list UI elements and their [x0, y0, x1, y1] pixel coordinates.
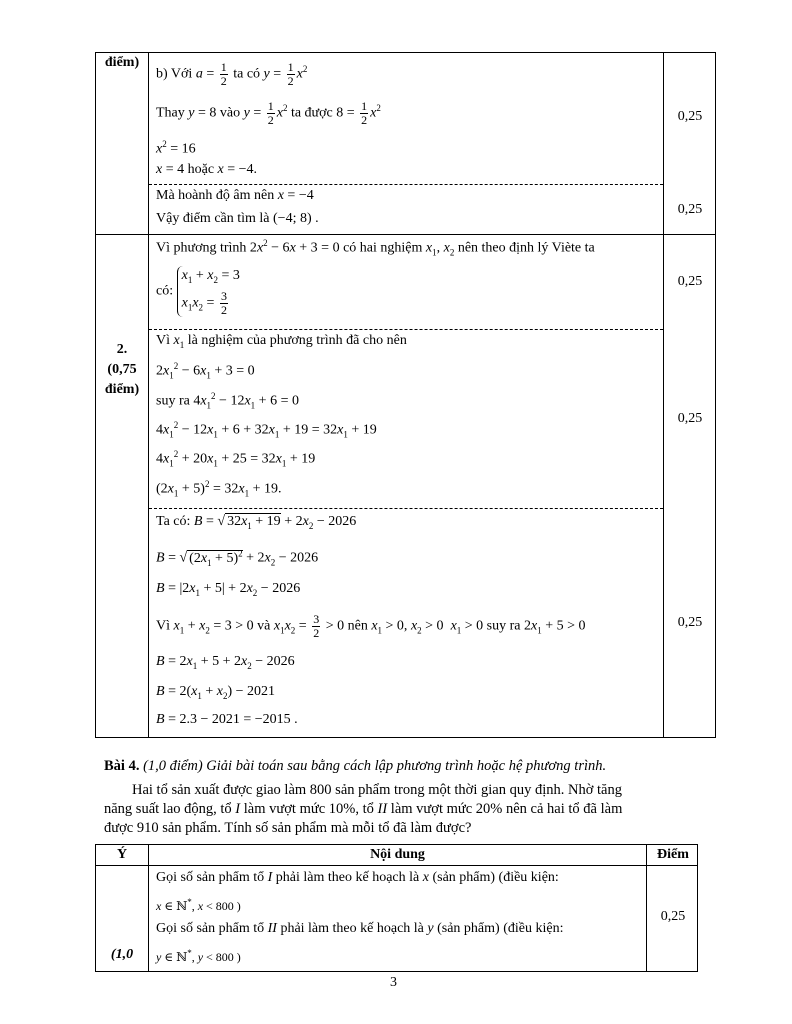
score-bai4: 0,25	[660, 909, 686, 924]
content-line: $B = |2x_1 + 5| + 2x_2 - 2026$	[156, 581, 301, 598]
content-line: Mà hoành độ âm nên x = −4	[156, 188, 314, 203]
content-line: $B = 2(x_1 + x_2) - 2021$	[156, 684, 276, 701]
content-line: B = 2.3 − 2021 = −2015 .	[156, 712, 298, 727]
content-line: Vì phương trình $2x^2 - 6x + 3 = 0$ có hai nghiệm $x_1$, $x_2$ nên theo định lý Viète ta	[156, 238, 595, 258]
content-line: Thay y = 8 vào y = $\frac{1}{2}$ $x^2$ ta được 8 = $\frac{1}{2}$ $x^2$	[156, 99, 381, 127]
problem-text: năng suất lao động, tổ I làm vượt mức 10%, tổ II làm vượt mức 20% nên cả hai tổ đã làm	[104, 801, 623, 817]
content-line: Ta có: B = √ $32x_1 + 19 + 2x_2 - 2026$	[156, 514, 357, 531]
problem-text: được 910 sản phẩm. Tính số sản phẩm mà mỗi tổ đã làm được?	[104, 820, 472, 836]
content-line: $(2x_1 + 5)^2 = 32x_1 + 19$.	[156, 479, 282, 499]
content-line: x = 4 hoặc x = −4.	[156, 162, 258, 177]
score-b: 0,25	[677, 109, 703, 124]
score-2a: 0,25	[677, 274, 703, 289]
problem-title: Bài 4. (1,0 điểm) Giải bài toán sau bằng cách lập phương trình hoặc hệ phương trình.	[104, 758, 607, 774]
score-2b: 0,25	[677, 411, 703, 426]
score-2c: 0,25	[677, 615, 703, 630]
content-line: $2x_1^2 - 6x_1 + 3 = 0$	[156, 361, 255, 381]
row-label-bai4: (1,0	[110, 947, 134, 962]
content-line: x ∈ ℕ*, x < 800 )	[156, 897, 241, 913]
content-line: $B = 2x_1 + 5 + 2x_2 - 2026$	[156, 654, 295, 671]
header-y: Ý	[116, 847, 128, 862]
content-line: suy ra $4x_1^2 - 12x_1 + 6 = 0$	[156, 391, 299, 411]
content-line: y ∈ ℕ*, y < 800 )	[156, 948, 241, 964]
content-line: $4x_1^2 + 20x_1 + 25 = 32x_1 + 19$	[156, 449, 316, 469]
content-line: B = √ $(2x_1 + 5)^2 + 2x_2 - 2026$	[156, 548, 319, 568]
page-number: 3	[390, 975, 397, 990]
content-line: Gọi số sản phẩm tổ II phải làm theo kế hoạch là y (sản phẩm) (điều kiện:	[156, 921, 564, 936]
header-content: Nội dung	[370, 847, 425, 862]
content-line: Vì $x_1 + x_2 = 3 > 0$ và $x_1x_2$ = $\frac{3}{2}$ > 0 nên $x_1 > 0$, $x_2 > 0$ $x_1 > 0$ suy ra $2x_1 + 5 > 0$	[156, 612, 586, 640]
row-label-2: 2. (0,75 điểm)	[104, 342, 140, 397]
solution-table	[95, 52, 716, 738]
score-b2: 0,25	[677, 202, 703, 217]
content-line: Vậy điểm cần tìm là (−4; 8) .	[156, 211, 319, 226]
content-line: $4x_1^2 - 12x_1 + 6 + 32x_1 + 19 = 32x_1 + 19$	[156, 420, 377, 440]
problem-text: Hai tổ sản xuất được giao làm 800 sản phẩm trong một thời gian quy định. Nhờ tăng	[132, 782, 622, 798]
header-score: Điểm	[657, 847, 689, 862]
content-line: Vì $x_1$ là nghiệm của phương trình đã cho nên	[156, 333, 407, 350]
content-line: b) Với a = $\frac{1}{2}$ ta có y = $\frac{1}{2}$ $x^2$	[156, 60, 308, 88]
solution-table-2	[95, 844, 698, 972]
content-line: Gọi số sản phẩm tổ I phải làm theo kế hoạch là x (sản phẩm) (điều kiện:	[156, 870, 559, 885]
content-line: có: $x_1 + x_2 = 3$ $x_1x_2$ = $\frac{3}{2}$	[156, 268, 240, 317]
content-line: $x^2 = 16$	[156, 139, 196, 157]
row-label-b: điểm)	[104, 55, 140, 70]
